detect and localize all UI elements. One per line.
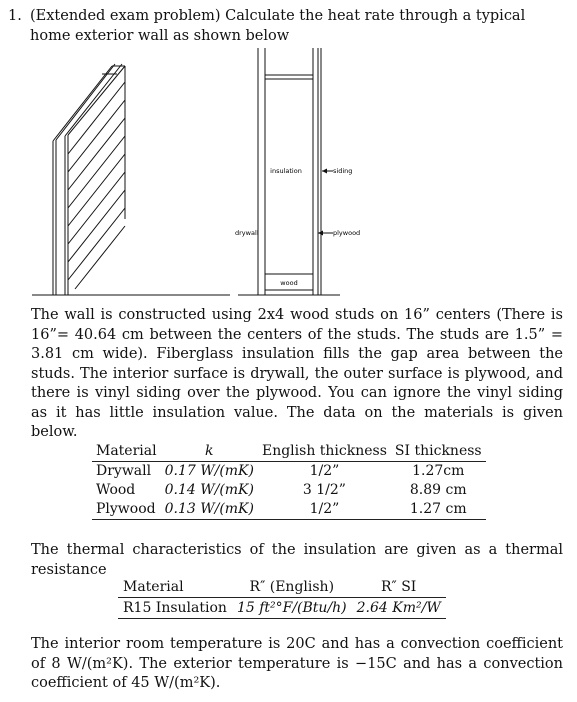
insulation-r-english: 15 ft²°F/(Btu/h)	[236, 600, 347, 616]
material-name: Plywood	[96, 501, 156, 517]
table-row	[92, 500, 486, 520]
table-row	[92, 462, 486, 482]
header-material: Material	[123, 579, 184, 595]
header-material: Material	[96, 443, 157, 459]
header-r-si: R″ SI	[381, 579, 417, 595]
wall-figures	[0, 44, 577, 298]
insulation-table	[118, 577, 446, 619]
wall-perspective-drawing	[32, 64, 230, 295]
label-plywood: plywood	[333, 229, 361, 237]
label-drywall: drywall	[235, 229, 259, 237]
table-row	[92, 481, 486, 500]
material-k: 0.14 W/(mK)	[164, 482, 254, 498]
materials-table-header	[92, 442, 486, 462]
material-si-thickness: 1.27 cm	[409, 501, 467, 517]
material-name: Wood	[96, 482, 136, 498]
material-name: Drywall	[96, 463, 152, 479]
insulation-intro: The thermal characteristics of the insulation are given as a thermal resistance	[31, 542, 563, 578]
insulation-r-si: 2.64 Km²/W	[356, 600, 441, 616]
boundary-conditions: The interior room temperature is 20C and has a convection coefficient of 8 W/(m²K). The exterior temperature is −15C and has a convection coefficient of 45 W/(m²K).	[31, 636, 563, 691]
material-english-thickness: 3 1/2”	[302, 482, 346, 498]
insulation-name: R15 Insulation	[123, 600, 227, 616]
material-k: 0.17 W/(mK)	[164, 463, 254, 479]
materials-table	[92, 442, 486, 520]
material-si-thickness: 1.27cm	[412, 463, 465, 479]
material-k: 0.13 W/(mK)	[164, 501, 254, 517]
header-si-thickness: SI thickness	[394, 443, 482, 459]
material-english-thickness: 1/2”	[309, 463, 340, 479]
material-english-thickness: 1/2”	[309, 501, 340, 517]
problem-intro: (Extended exam problem) Calculate the heat rate through a typical home exterior wall as shown below	[30, 8, 526, 44]
header-r-english: R″ (English)	[249, 579, 335, 595]
insulation-table-header	[118, 577, 446, 598]
problem-number: 1.	[8, 8, 22, 24]
label-siding: siding	[333, 167, 353, 175]
label-insulation: insulation	[270, 167, 302, 175]
header-english-thickness: English thickness	[261, 443, 387, 459]
label-wood: wood	[280, 279, 298, 287]
wall-description: The wall is constructed using 2x4 wood studs on 16” centers (There is 16”= 40.64 cm between the centers of the studs. The studs are 1.5” = 3.81 cm wide). Fiberglass insulation fills the gap area between the studs. The interior surface is drywall, the outer surface is plywood, and there is vinyl siding over the plywood. You can ignore the vinyl siding as it has little insulation value. The data on the materials is given below.	[31, 307, 563, 440]
material-si-thickness: 8.89 cm	[409, 482, 467, 498]
problem-statement	[8, 6, 564, 46]
header-k: k	[205, 443, 214, 459]
table-row	[118, 598, 446, 619]
